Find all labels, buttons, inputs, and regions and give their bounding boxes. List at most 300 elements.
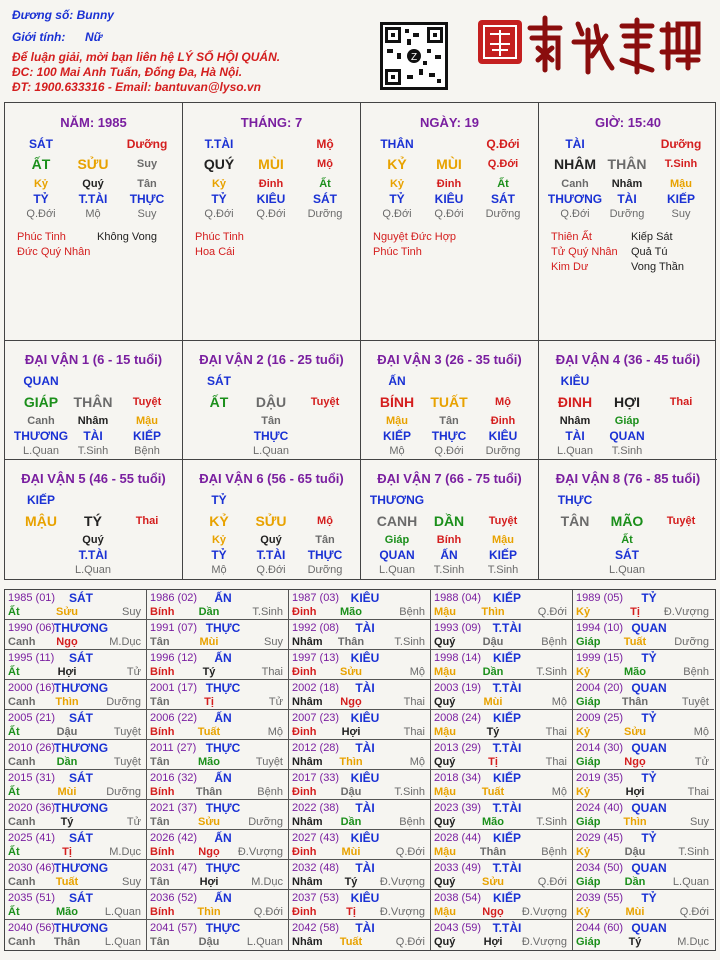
hidden-god: KIẾP bbox=[488, 548, 518, 562]
year-stem: Bính bbox=[150, 726, 175, 738]
hidden-state: Dưỡng bbox=[307, 208, 343, 220]
year-cell[interactable] bbox=[431, 920, 573, 950]
year-state: M.Dục bbox=[109, 636, 141, 648]
year-label: 2035 (51) bbox=[8, 892, 56, 904]
year-label: 2043 (59) bbox=[434, 922, 482, 934]
year-cell[interactable] bbox=[5, 860, 147, 890]
year-stem: Mậu bbox=[434, 786, 456, 798]
year-label: 2025 (41) bbox=[8, 832, 56, 844]
dai-van-state: Thai bbox=[135, 515, 159, 527]
year-state: Mộ bbox=[693, 726, 709, 738]
year-cell[interactable] bbox=[431, 740, 573, 770]
pillar-god: TÀI bbox=[565, 137, 585, 151]
hidden-stem: Quý bbox=[82, 534, 104, 546]
hidden-stem: Ất bbox=[319, 178, 331, 190]
year-cell[interactable] bbox=[289, 860, 431, 890]
year-state: Bệnh bbox=[541, 636, 567, 648]
year-stem: Đinh bbox=[292, 666, 317, 678]
year-cell[interactable] bbox=[147, 620, 289, 650]
year-branch: Tý bbox=[202, 666, 216, 678]
year-branch: Dần bbox=[198, 606, 220, 618]
year-cell[interactable] bbox=[431, 860, 573, 890]
year-stem: Quý bbox=[434, 636, 456, 648]
year-label: 2015 (31) bbox=[8, 772, 56, 784]
dai-van-state: Tuyệt bbox=[488, 515, 518, 527]
earthly-branch: SỬU bbox=[77, 156, 109, 172]
year-cell[interactable] bbox=[147, 650, 289, 680]
year-cell[interactable] bbox=[5, 830, 147, 860]
gender-label: Giới tính: bbox=[12, 30, 66, 44]
year-state: Mộ bbox=[551, 696, 567, 708]
year-state: Thai bbox=[687, 786, 709, 798]
pillar-god: THÂN bbox=[380, 137, 414, 151]
hidden-god: KIẾP bbox=[132, 429, 162, 443]
brand-stamp bbox=[478, 20, 522, 64]
year-god: TỶ bbox=[641, 891, 657, 905]
year-state: Thai bbox=[403, 726, 425, 738]
year-god: THƯƠNG bbox=[53, 681, 109, 695]
year-cell[interactable] bbox=[289, 680, 431, 710]
year-state: Đ.Vượng bbox=[379, 876, 425, 888]
year-cell[interactable] bbox=[431, 830, 573, 860]
year-cell[interactable] bbox=[147, 800, 289, 830]
dai-van-1[interactable] bbox=[5, 341, 183, 460]
dai-van-state: Tuyệt bbox=[132, 396, 162, 408]
hidden-state: Q.Đới bbox=[434, 208, 464, 220]
year-cell[interactable] bbox=[573, 590, 714, 620]
year-cell[interactable] bbox=[431, 800, 573, 830]
dai-van-god: QUAN bbox=[23, 374, 59, 388]
year-god: TỶ bbox=[641, 651, 657, 665]
heavenly-stem: QUÝ bbox=[203, 156, 235, 172]
qr-code-icon[interactable] bbox=[380, 22, 448, 90]
hidden-god: KIÊU bbox=[488, 429, 518, 443]
hidden-state: Q.Đới bbox=[256, 208, 286, 220]
year-branch: Mão bbox=[340, 606, 362, 618]
pillar-1 bbox=[5, 103, 183, 342]
year-label: 1994 (10) bbox=[576, 622, 624, 634]
year-cell[interactable] bbox=[147, 680, 289, 710]
year-cell[interactable] bbox=[573, 650, 714, 680]
hidden-god: KIẾP bbox=[382, 429, 412, 443]
hidden-god: TỶ bbox=[33, 192, 49, 206]
year-cell[interactable] bbox=[5, 620, 147, 650]
year-stem: Đinh bbox=[292, 786, 317, 798]
hidden-state: Q.Đới bbox=[204, 208, 234, 220]
year-stem: Mậu bbox=[434, 906, 456, 918]
hidden-god: TỶ bbox=[211, 192, 227, 206]
year-branch: Mùi bbox=[483, 696, 503, 708]
year-branch: Tị bbox=[488, 756, 498, 768]
year-state: Suy bbox=[264, 636, 283, 648]
year-god: THỰC bbox=[205, 621, 241, 635]
year-god: TỶ bbox=[641, 711, 657, 725]
year-cell[interactable] bbox=[147, 710, 289, 740]
year-god: THỰC bbox=[205, 801, 241, 815]
pillar-title: NĂM: 1985 bbox=[60, 115, 127, 130]
year-branch: Thìn bbox=[623, 816, 647, 828]
year-branch: Tị bbox=[630, 606, 640, 618]
year-branch: Thân bbox=[479, 846, 507, 858]
hidden-state: Q.Đới bbox=[560, 208, 590, 220]
year-state: T.Sinh bbox=[536, 666, 567, 678]
year-label: 2037 (53) bbox=[292, 892, 340, 904]
year-label: 2036 (52) bbox=[150, 892, 198, 904]
year-cell[interactable] bbox=[573, 920, 714, 950]
year-cell[interactable] bbox=[289, 710, 431, 740]
year-branch: Tý bbox=[628, 936, 642, 948]
year-cell[interactable] bbox=[431, 770, 573, 800]
dai-van-stem: CANH bbox=[376, 513, 418, 529]
year-stem: Bính bbox=[150, 606, 175, 618]
year-label: 2006 (22) bbox=[150, 712, 198, 724]
year-label: 1995 (11) bbox=[8, 652, 55, 664]
year-state: Bệnh bbox=[257, 786, 283, 798]
year-cell[interactable] bbox=[289, 800, 431, 830]
dai-van-state: Thai bbox=[669, 396, 693, 408]
year-cell[interactable] bbox=[573, 710, 714, 740]
hidden-stem: Tân bbox=[315, 534, 335, 546]
hidden-god: THƯƠNG bbox=[13, 429, 69, 443]
year-cell[interactable] bbox=[147, 830, 289, 860]
year-branch: Dậu bbox=[198, 936, 220, 948]
year-cell[interactable] bbox=[147, 770, 289, 800]
hidden-god: QUAN bbox=[609, 429, 645, 443]
dai-van-stem: ĐINH bbox=[557, 394, 593, 410]
star-left: Nguyệt Đức Hợp bbox=[373, 231, 457, 243]
year-state: Dưỡng bbox=[106, 696, 141, 708]
hidden-god: THỰC bbox=[253, 429, 289, 443]
year-cell[interactable] bbox=[289, 590, 431, 620]
year-label: 2042 (58) bbox=[292, 922, 340, 934]
hidden-stem: Tân bbox=[439, 415, 459, 427]
year-cell[interactable] bbox=[289, 620, 431, 650]
branch-state: Mộ bbox=[317, 158, 333, 170]
hidden-state: L.Quan bbox=[74, 564, 112, 576]
year-cell[interactable] bbox=[5, 800, 147, 830]
year-cell[interactable] bbox=[431, 620, 573, 650]
dai-van-god: TỶ bbox=[211, 493, 227, 507]
year-state: L.Quan bbox=[104, 906, 141, 918]
year-label: 1999 (15) bbox=[576, 652, 624, 664]
year-branch: Sửu bbox=[623, 726, 647, 738]
year-branch: Mùi bbox=[57, 786, 77, 798]
year-god: SÁT bbox=[69, 711, 93, 725]
hidden-stem: Kỷ bbox=[211, 534, 227, 546]
dai-van-8[interactable] bbox=[539, 460, 717, 579]
year-stem: Nhâm bbox=[292, 756, 323, 768]
dai-van-stem: MẬU bbox=[25, 513, 57, 529]
contact-line[interactable]: Để luận giải, mời bạn liên hệ LÝ SỐ HỘI QUÁN. bbox=[12, 50, 281, 64]
heavenly-stem: KỶ bbox=[387, 156, 407, 172]
year-label: 2031 (47) bbox=[150, 862, 198, 874]
year-god: QUAN bbox=[631, 681, 667, 695]
dai-van-2[interactable] bbox=[183, 341, 361, 460]
year-branch: Mùi bbox=[625, 906, 645, 918]
year-branch: Tuất bbox=[339, 936, 363, 948]
year-cell[interactable] bbox=[5, 680, 147, 710]
year-stem: Ất bbox=[8, 606, 20, 618]
year-cell[interactable] bbox=[5, 590, 147, 620]
year-god: THỰC bbox=[205, 681, 241, 695]
dai-van-state: Tuyệt bbox=[310, 396, 340, 408]
year-stem: Kỷ bbox=[576, 666, 591, 678]
year-cell[interactable] bbox=[431, 890, 573, 920]
year-branch: Thìn bbox=[481, 606, 505, 618]
year-branch: Thân bbox=[195, 786, 223, 798]
hidden-stem: Mậu bbox=[492, 534, 514, 546]
year-stem: Tân bbox=[150, 756, 170, 768]
header bbox=[0, 0, 720, 100]
hidden-stem: Tân bbox=[261, 415, 281, 427]
hidden-stem: Mậu bbox=[670, 178, 692, 190]
year-state: Suy bbox=[690, 816, 709, 828]
year-stem: Tân bbox=[150, 636, 170, 648]
hidden-state: L.Quan bbox=[378, 564, 416, 576]
year-stem: Quý bbox=[434, 756, 456, 768]
year-god: KIẾP bbox=[492, 711, 522, 725]
hidden-god: T.TÀI bbox=[78, 548, 108, 562]
year-god: KIẾP bbox=[492, 831, 522, 845]
dai-van-4[interactable] bbox=[539, 341, 717, 460]
year-state: Đ.Vượng bbox=[521, 936, 567, 948]
year-stem: Mậu bbox=[434, 726, 456, 738]
year-branch: Hợi bbox=[57, 666, 77, 678]
hidden-stem: Tân bbox=[137, 178, 157, 190]
hidden-god: T.TÀI bbox=[78, 192, 108, 206]
year-god: KIÊU bbox=[350, 711, 380, 725]
year-god: T.TÀI bbox=[492, 861, 522, 875]
year-cell[interactable] bbox=[573, 770, 714, 800]
pillar-3 bbox=[361, 103, 539, 342]
year-state: Tử bbox=[126, 666, 141, 678]
heavenly-stem: ẤT bbox=[31, 156, 51, 172]
year-cell[interactable] bbox=[5, 710, 147, 740]
hidden-god: SÁT bbox=[615, 548, 639, 562]
pillar-4 bbox=[539, 103, 717, 342]
year-label: 1993 (09) bbox=[434, 622, 482, 634]
hidden-state: T.Sinh bbox=[77, 445, 109, 457]
branch-state: Q.Đới bbox=[487, 158, 519, 170]
year-branch: Thân bbox=[337, 636, 365, 648]
dai-van-god: THỰC bbox=[557, 493, 593, 507]
year-cell[interactable] bbox=[5, 890, 147, 920]
year-label: 2008 (24) bbox=[434, 712, 482, 724]
year-label: 1988 (04) bbox=[434, 592, 482, 604]
hidden-state: Q.Đới bbox=[382, 208, 412, 220]
hidden-stem: Nhâm bbox=[559, 415, 591, 427]
year-state: Tử bbox=[126, 816, 141, 828]
dai-van-5[interactable] bbox=[5, 460, 183, 579]
year-cell[interactable] bbox=[289, 920, 431, 950]
year-state: M.Dục bbox=[677, 936, 709, 948]
year-cell[interactable] bbox=[431, 680, 573, 710]
year-cell[interactable] bbox=[147, 890, 289, 920]
year-cell[interactable] bbox=[573, 680, 714, 710]
year-label: 2007 (23) bbox=[292, 712, 340, 724]
year-label: 2041 (57) bbox=[150, 922, 198, 934]
year-stem: Canh bbox=[8, 816, 36, 828]
year-cell[interactable] bbox=[289, 830, 431, 860]
year-cell[interactable] bbox=[5, 650, 147, 680]
year-god: THỰC bbox=[205, 921, 241, 935]
year-label: 2011 (27) bbox=[150, 742, 197, 754]
year-label: 2013 (29) bbox=[434, 742, 482, 754]
year-god: TỶ bbox=[641, 831, 657, 845]
hidden-stem: Đinh bbox=[436, 178, 462, 190]
dai-van-god: KIÊU bbox=[560, 374, 590, 388]
year-cell[interactable] bbox=[573, 620, 714, 650]
year-branch: Sửu bbox=[197, 816, 221, 828]
year-stem: Nhâm bbox=[292, 936, 323, 948]
hidden-state: Suy bbox=[671, 208, 691, 220]
branch-state: T.Sinh bbox=[664, 158, 698, 170]
year-branch: Thìn bbox=[55, 696, 79, 708]
year-label: 2016 (32) bbox=[150, 772, 198, 784]
year-god: TỶ bbox=[641, 771, 657, 785]
year-label: 2012 (28) bbox=[292, 742, 340, 754]
year-state: Tuyệt bbox=[113, 756, 141, 768]
year-cell[interactable] bbox=[431, 650, 573, 680]
year-cell[interactable] bbox=[5, 740, 147, 770]
hidden-state: Q.Đới bbox=[434, 445, 464, 457]
earthly-branch: THÂN bbox=[607, 156, 647, 172]
year-state: Tử bbox=[268, 696, 283, 708]
hidden-god: THỰC bbox=[129, 192, 165, 206]
year-stem: Tân bbox=[150, 816, 170, 828]
year-god: TÀI bbox=[355, 621, 375, 635]
year-stem: Mậu bbox=[434, 846, 456, 858]
year-cell[interactable] bbox=[573, 890, 714, 920]
year-god: TÀI bbox=[355, 681, 375, 695]
hidden-god: THỰC bbox=[431, 429, 467, 443]
year-branch: Thân bbox=[53, 936, 81, 948]
year-branch: Dậu bbox=[624, 846, 646, 858]
year-cell[interactable] bbox=[147, 920, 289, 950]
hidden-state: L.Quan bbox=[22, 445, 60, 457]
year-state: T.Sinh bbox=[394, 786, 425, 798]
year-stem: Kỷ bbox=[576, 846, 591, 858]
year-stem: Quý bbox=[434, 936, 456, 948]
year-cell[interactable] bbox=[289, 650, 431, 680]
year-state: L.Quan bbox=[104, 936, 141, 948]
year-cell[interactable] bbox=[147, 590, 289, 620]
brand-logo bbox=[478, 12, 708, 78]
year-god: KIÊU bbox=[350, 591, 380, 605]
year-stem: Mậu bbox=[434, 606, 456, 618]
year-label: 2029 (45) bbox=[576, 832, 624, 844]
year-branch: Mão bbox=[482, 816, 504, 828]
year-branch: Hợi bbox=[625, 786, 645, 798]
year-state: Q.Đới bbox=[395, 846, 425, 858]
year-cell[interactable] bbox=[5, 920, 147, 950]
hidden-god: THỰC bbox=[307, 548, 343, 562]
pillar-god-state: Dưỡng bbox=[126, 137, 168, 151]
year-branch: Dần bbox=[56, 756, 78, 768]
year-cell[interactable] bbox=[573, 830, 714, 860]
year-label: 1986 (02) bbox=[150, 592, 198, 604]
hidden-state: Mộ bbox=[389, 445, 405, 457]
year-state: Thai bbox=[403, 696, 425, 708]
gender-value: Nữ bbox=[85, 30, 103, 44]
year-stem: Quý bbox=[434, 816, 456, 828]
year-branch: Mão bbox=[198, 756, 220, 768]
year-state: T.Sinh bbox=[536, 816, 567, 828]
year-god: KIÊU bbox=[350, 891, 380, 905]
year-cell[interactable] bbox=[573, 800, 714, 830]
year-stem: Ất bbox=[8, 846, 20, 858]
star-right: Quả Tú bbox=[631, 246, 668, 258]
dai-van-7[interactable] bbox=[361, 460, 539, 579]
year-stem: Bính bbox=[150, 786, 175, 798]
dai-van-branch: SỬU bbox=[255, 513, 287, 529]
phone-email-line[interactable]: ĐT: 1900.633316 - Email: bantuvan@lyso.vn bbox=[12, 80, 261, 94]
year-cell[interactable] bbox=[573, 860, 714, 890]
year-stem: Nhâm bbox=[292, 876, 323, 888]
hidden-state: T.Sinh bbox=[487, 564, 519, 576]
year-cell[interactable] bbox=[289, 770, 431, 800]
year-cell[interactable] bbox=[431, 710, 573, 740]
dai-van-title: ĐẠI VẬN 2 (16 - 25 tuổi) bbox=[199, 352, 344, 367]
dai-van-3[interactable] bbox=[361, 341, 539, 460]
year-label: 2030 (46) bbox=[8, 862, 56, 874]
hidden-stem: Canh bbox=[27, 415, 55, 427]
year-stem: Canh bbox=[8, 696, 36, 708]
hidden-god: TỶ bbox=[389, 192, 405, 206]
year-label: 2027 (43) bbox=[292, 832, 340, 844]
year-god: KIẾP bbox=[492, 591, 522, 605]
year-god: KIÊU bbox=[350, 831, 380, 845]
year-branch: Ngọ bbox=[624, 756, 646, 768]
year-cell[interactable] bbox=[147, 860, 289, 890]
year-god: QUAN bbox=[631, 861, 667, 875]
year-branch: Thìn bbox=[339, 756, 363, 768]
hidden-god: TÀI bbox=[83, 429, 103, 443]
year-stem: Đinh bbox=[292, 606, 317, 618]
year-stem: Giáp bbox=[576, 696, 601, 708]
earthly-branch: MÙI bbox=[258, 156, 284, 172]
year-cell[interactable] bbox=[5, 770, 147, 800]
year-state: Q.Đới bbox=[679, 906, 709, 918]
year-state: Tuyệt bbox=[113, 726, 141, 738]
year-branch: Hợi bbox=[341, 726, 361, 738]
star-left: Đức Quý Nhân bbox=[17, 246, 91, 258]
year-cell[interactable] bbox=[573, 740, 714, 770]
year-branch: Tuất bbox=[481, 786, 505, 798]
year-state: Đ.Vượng bbox=[379, 906, 425, 918]
year-cell[interactable] bbox=[289, 740, 431, 770]
year-stem: Bính bbox=[150, 666, 175, 678]
year-god: QUAN bbox=[631, 741, 667, 755]
dai-van-state: Mộ bbox=[495, 396, 511, 408]
year-cell[interactable] bbox=[431, 590, 573, 620]
year-cell[interactable] bbox=[289, 890, 431, 920]
year-stem: Ất bbox=[8, 906, 20, 918]
pillar-title: GIỜ: 15:40 bbox=[594, 115, 661, 130]
year-label: 1987 (03) bbox=[292, 592, 340, 604]
pillar-god-state: Q.Đới bbox=[486, 137, 520, 151]
year-god: KIÊU bbox=[350, 771, 380, 785]
year-branch: Dần bbox=[340, 816, 362, 828]
dai-van-6[interactable] bbox=[183, 460, 361, 579]
year-branch: Hợi bbox=[199, 876, 219, 888]
year-god: QUAN bbox=[631, 621, 667, 635]
year-god: TÀI bbox=[355, 861, 375, 875]
dai-van-title: ĐẠI VẬN 7 (66 - 75 tuổi) bbox=[377, 471, 522, 486]
hidden-god: TÀI bbox=[565, 429, 585, 443]
year-cell[interactable] bbox=[147, 740, 289, 770]
year-state: Mộ bbox=[551, 786, 567, 798]
